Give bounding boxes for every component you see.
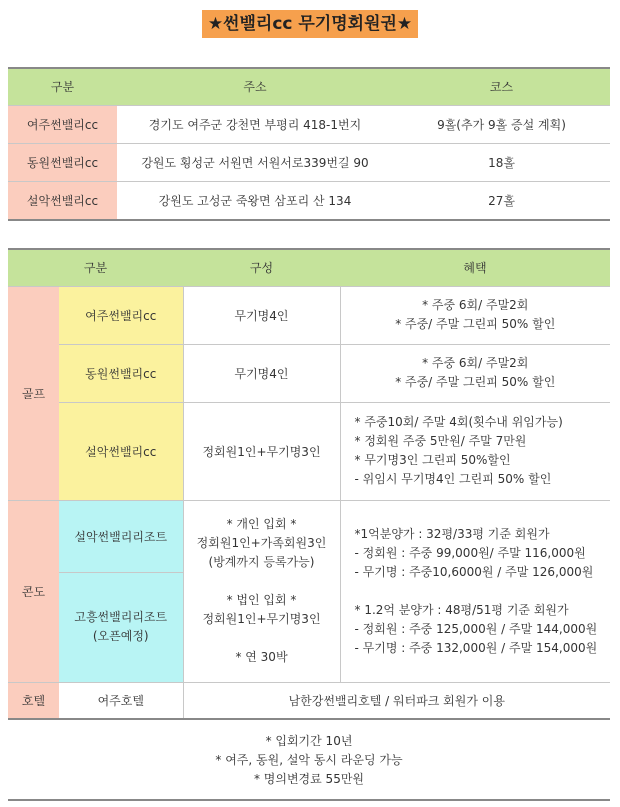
benefit-line: - 위임시 무기명4인 그린피 50% 할인 xyxy=(354,472,552,486)
club-name: 설악썬밸리cc xyxy=(8,181,117,220)
benefit-line: - 무기명 : 주중 132,000원 / 주말 154,000원 xyxy=(354,640,598,655)
benefits xyxy=(340,500,610,682)
benefit-line: * 주중 6회/ 주말2회 xyxy=(422,356,529,370)
note-line: * 명의변경료 55만원 xyxy=(253,771,365,786)
table-row xyxy=(8,402,610,500)
hotel-benefit: 남한강썬밸리호텔 / 워터파크 회원가 이용 xyxy=(183,682,610,719)
club-name: 동원썬밸리cc xyxy=(8,143,117,181)
composition-line: * 개인 입회 * xyxy=(226,517,297,531)
benefits xyxy=(340,286,610,344)
resort-name-note: (오픈예정) xyxy=(92,629,149,643)
resort-name: 설악썬밸리리조트 xyxy=(59,500,183,572)
resort-name xyxy=(59,572,183,682)
benefit-line xyxy=(355,582,611,601)
header-course: 코스 xyxy=(489,80,514,95)
composition xyxy=(183,500,340,682)
club-course: 18홀 xyxy=(393,143,610,181)
benefits xyxy=(340,344,610,402)
header-address: 주소 xyxy=(243,80,267,95)
composition-line: * 법인 입회 * xyxy=(226,593,297,607)
table-row xyxy=(8,500,610,572)
note-line: * 입회기간 10년 xyxy=(265,733,353,748)
benefit-line: * 주중 6회/ 주말2회 xyxy=(422,298,529,312)
notes-table xyxy=(8,721,610,801)
note-line: * 여주, 동원, 설악 동시 라운딩 가능 xyxy=(215,752,403,767)
club-name: 여주썬밸리cc xyxy=(8,105,117,143)
location-table-header xyxy=(8,68,610,105)
table-row xyxy=(8,682,610,719)
table-row xyxy=(8,143,610,181)
club-address: 강원도 고성군 죽왕면 삼포리 산 134 xyxy=(117,181,393,220)
benefits xyxy=(340,402,610,500)
benefit-line: * 주중10회/ 주말 4회(횟수내 위임가능) xyxy=(354,415,563,429)
composition: 무기명4인 xyxy=(183,286,340,344)
benefit-line: - 정회원 : 주중 125,000원 / 주말 144,000원 xyxy=(354,621,598,636)
composition: 무기명4인 xyxy=(183,344,340,402)
title-area xyxy=(0,10,620,38)
hotel-name: 여주호텔 xyxy=(59,682,183,719)
benefit-line: * 주중/ 주말 그린피 50% 할인 xyxy=(395,375,556,389)
header-composition: 구성 xyxy=(249,261,274,276)
table-row xyxy=(8,181,610,220)
club-address: 강원도 횡성군 서원면 서원서로339번길 90 xyxy=(117,143,393,181)
club-name: 설악썬밸리cc xyxy=(59,402,183,500)
header-category: 구분 xyxy=(50,80,75,95)
club-name: 여주썬밸리cc xyxy=(59,286,183,344)
club-course: 9홀(추가 9홀 증설 계획) xyxy=(393,105,610,143)
header-benefits: 혜택 xyxy=(463,261,487,276)
membership-table xyxy=(8,248,610,720)
club-address: 경기도 여주군 강천면 부평리 418-1번지 xyxy=(117,105,393,143)
club-course: 27홀 xyxy=(393,181,610,220)
category-hotel: 호텔 xyxy=(8,682,59,719)
benefit-line: * 1.2억 분양가 : 48평/51평 기준 회원가 xyxy=(354,602,569,617)
benefit-line: * 무기명3인 그린피 50%할인 xyxy=(354,453,511,467)
notes xyxy=(8,721,610,800)
benefit-line: * 주중/ 주말 그린피 50% 할인 xyxy=(395,317,556,331)
location-table xyxy=(8,67,610,221)
composition-line: 정회원1인+무기명3인 xyxy=(202,612,321,626)
composition-line: 정회원1인+가족회원3인 xyxy=(196,536,327,550)
page-title: ★썬밸리cc 무기명회원권★ xyxy=(202,10,418,38)
composition-line xyxy=(184,629,340,648)
table-row xyxy=(8,286,610,344)
composition-line xyxy=(184,572,340,591)
category-condo: 콘도 xyxy=(8,500,59,682)
benefit-line: - 무기명 : 주중10,6000원 / 주말 126,000원 xyxy=(354,564,594,579)
resort-name-line: 고흥썬밸리리조트 xyxy=(74,610,168,624)
table-row xyxy=(8,105,610,143)
composition-line: (방계까지 등록가능) xyxy=(208,555,315,569)
club-name: 동원썬밸리cc xyxy=(59,344,183,402)
composition-line: * 연 30박 xyxy=(235,650,288,664)
category-golf: 골프 xyxy=(8,286,59,500)
table-row xyxy=(8,344,610,402)
header-category: 구분 xyxy=(83,261,108,276)
benefit-line: *1억분양가 : 32평/33평 기준 회원가 xyxy=(354,526,550,541)
benefit-line: - 정회원 : 주중 99,000원/ 주말 116,000원 xyxy=(354,545,586,560)
benefit-line: * 정회원 주중 5만원/ 주말 7만원 xyxy=(354,434,527,448)
composition: 정회원1인+무기명3인 xyxy=(183,402,340,500)
membership-table-header xyxy=(8,249,610,286)
